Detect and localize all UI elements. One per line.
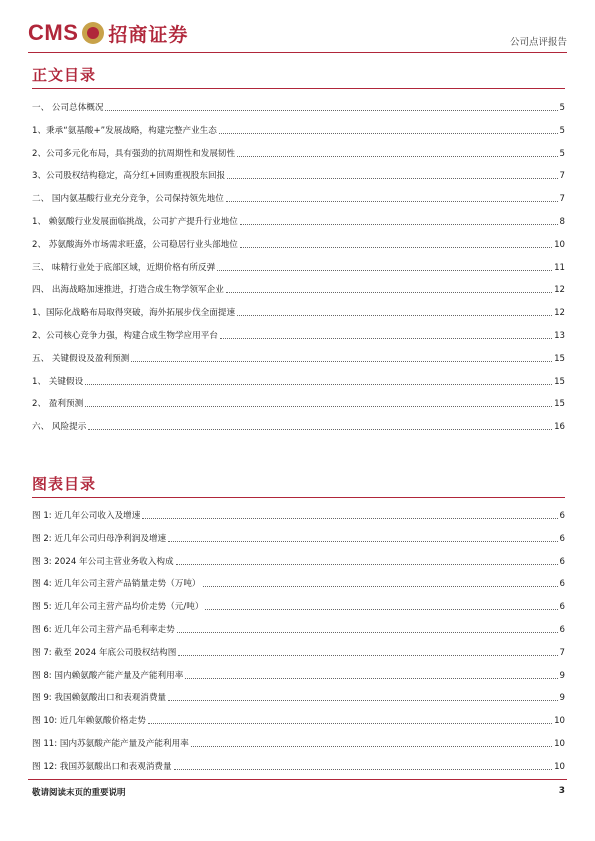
figure-entry-page: 9 bbox=[559, 693, 565, 704]
figure-entry[interactable] bbox=[32, 576, 565, 590]
toc-entry-page: 15 bbox=[554, 399, 565, 410]
figure-entry[interactable] bbox=[32, 690, 565, 704]
toc-entry-page: 15 bbox=[554, 376, 565, 387]
figure-entry-label: 图 3: 2024 年公司主营业务收入构成 bbox=[32, 556, 174, 567]
dot-leader bbox=[142, 517, 557, 519]
toc-entry[interactable] bbox=[32, 237, 565, 251]
toc-entry[interactable] bbox=[32, 419, 565, 433]
dot-leader bbox=[85, 383, 552, 385]
figure-entry[interactable] bbox=[32, 759, 565, 773]
toc-entry[interactable] bbox=[32, 374, 565, 388]
figure-entry-label: 图 10: 近几年赖氨酸价格走势 bbox=[32, 716, 146, 727]
toc-entry[interactable] bbox=[32, 396, 565, 410]
figure-entry[interactable] bbox=[32, 668, 565, 682]
dot-leader bbox=[105, 109, 557, 111]
figure-entry-page: 6 bbox=[559, 511, 565, 521]
toc-title-rule bbox=[32, 88, 565, 89]
toc-entry-page: 10 bbox=[554, 239, 565, 250]
toc-entry-page: 8 bbox=[559, 217, 565, 227]
logo-chinese-text: 招商证券 bbox=[108, 23, 189, 46]
toc-entry-page: 5 bbox=[559, 125, 565, 136]
figure-entry-page: 10 bbox=[554, 739, 565, 749]
toc-entry-page: 13 bbox=[554, 331, 565, 341]
figure-entry-page: 6 bbox=[559, 556, 565, 567]
figure-entry[interactable] bbox=[32, 736, 565, 750]
toc-entry-label: 1、国际化战略布局取得突破，海外拓展步伐全面提速 bbox=[32, 308, 236, 319]
toc-entry-label: 四、 出海战略加速推进，打造合成生物学领军企业 bbox=[32, 285, 224, 296]
dot-leader bbox=[203, 585, 558, 587]
figure-entry-page: 6 bbox=[559, 579, 565, 590]
toc-entry-page: 12 bbox=[554, 308, 565, 319]
page-number: 3 bbox=[558, 786, 565, 796]
figure-entry-page: 10 bbox=[554, 716, 565, 727]
toc-entry-label: 一、 公司总体概况 bbox=[32, 103, 104, 113]
figures-title: 图表目录 bbox=[32, 475, 97, 493]
dot-leader bbox=[168, 540, 557, 542]
header-divider bbox=[28, 52, 567, 53]
dot-leader bbox=[220, 337, 552, 339]
toc-entry-label: 1、秉承“氨基酸+”发展战略，构建完整产业生态 bbox=[32, 125, 217, 136]
toc-entry-page: 16 bbox=[554, 422, 565, 433]
toc-entry[interactable] bbox=[32, 214, 565, 228]
toc-entry[interactable] bbox=[32, 146, 565, 160]
toc-entry-page: 12 bbox=[554, 285, 565, 296]
logo-emblem-icon bbox=[82, 22, 104, 44]
dot-leader bbox=[240, 246, 552, 248]
toc-entry[interactable] bbox=[32, 328, 565, 342]
figure-entry-page: 6 bbox=[559, 533, 565, 544]
toc-entry-label: 2、 盈利预测 bbox=[32, 399, 84, 410]
figure-entry-label: 图 1: 近几年公司收入及增速 bbox=[32, 511, 141, 521]
dot-leader bbox=[148, 722, 552, 724]
dot-leader bbox=[174, 768, 552, 770]
dot-leader bbox=[226, 291, 552, 293]
figure-entry-label: 图 6: 近几年公司主营产品毛利率走势 bbox=[32, 625, 175, 635]
footer-divider bbox=[28, 779, 567, 780]
figure-entry-label: 图 5: 近几年公司主营产品均价走势（元/吨） bbox=[32, 602, 204, 613]
toc-entry-label: 3、公司股权结构稳定，高分红+回购重视股东回报 bbox=[32, 171, 226, 182]
toc-entry-label: 2、 苏氨酸海外市场需求旺盛，公司稳居行业头部地位 bbox=[32, 239, 238, 250]
figure-entry[interactable] bbox=[32, 508, 565, 522]
dot-leader bbox=[191, 745, 552, 747]
toc-entry[interactable] bbox=[32, 123, 565, 137]
dot-leader bbox=[227, 177, 557, 179]
toc-entry-label: 五、 关键假设及盈利预测 bbox=[32, 353, 130, 364]
dot-leader bbox=[177, 631, 558, 633]
toc-entry[interactable] bbox=[32, 351, 565, 365]
figure-entry-label: 图 7: 截至 2024 年底公司股权结构图 bbox=[32, 647, 177, 658]
toc-entry-label: 二、 国内氨基酸行业充分竞争，公司保持领先地位 bbox=[32, 194, 224, 205]
dot-leader bbox=[237, 155, 557, 157]
toc-entry[interactable] bbox=[32, 100, 565, 114]
figure-entry-label: 图 8: 国内赖氨酸产能产量及产能利用率 bbox=[32, 670, 184, 681]
page-header bbox=[28, 16, 567, 50]
dot-leader bbox=[240, 223, 558, 225]
figure-entry[interactable] bbox=[32, 554, 565, 568]
toc-entry-page: 15 bbox=[554, 353, 565, 364]
figure-entry[interactable] bbox=[32, 713, 565, 727]
dot-leader bbox=[219, 132, 558, 134]
toc-entry[interactable] bbox=[32, 260, 565, 274]
toc-entry[interactable] bbox=[32, 305, 565, 319]
figure-entry-page: 7 bbox=[559, 647, 565, 658]
report-type: 公司点评报告 bbox=[509, 37, 567, 48]
figure-entry-label: 图 9: 我国赖氨酸出口和表观消费量 bbox=[32, 693, 167, 704]
dot-leader bbox=[217, 269, 552, 271]
toc-entry-label: 2、公司核心竞争力强，构建合成生物学应用平台 bbox=[32, 331, 218, 341]
toc-entry-label: 三、 味精行业处于底部区域，近期价格有所反弹 bbox=[32, 262, 216, 273]
toc-entry-label: 六、 风险提示 bbox=[32, 422, 87, 433]
dot-leader bbox=[226, 200, 558, 202]
figure-entry-page: 6 bbox=[559, 625, 565, 635]
toc-entry-page: 7 bbox=[559, 194, 565, 205]
toc-entry[interactable] bbox=[32, 168, 565, 182]
figure-entry[interactable] bbox=[32, 531, 565, 545]
figure-entry-label: 图 4: 近几年公司主营产品销量走势（万吨） bbox=[32, 579, 201, 590]
dot-leader bbox=[168, 699, 557, 701]
toc-entry-label: 1、 赖氨酸行业发展面临挑战，公司扩产提升行业地位 bbox=[32, 217, 238, 227]
figure-entry[interactable] bbox=[32, 599, 565, 613]
toc-entry-page: 5 bbox=[559, 148, 565, 159]
figure-entry-page: 6 bbox=[559, 602, 565, 613]
logo-cms-text: CMS bbox=[28, 20, 79, 45]
figure-entry-page: 10 bbox=[554, 761, 565, 772]
figures-title-rule bbox=[32, 497, 565, 498]
toc-entry-label: 2、公司多元化布局，具有强劲的抗周期性和发展韧性 bbox=[32, 148, 236, 159]
figure-entry-label: 图 12: 我国苏氨酸出口和表观消费量 bbox=[32, 761, 172, 772]
toc-entry-page: 5 bbox=[559, 103, 565, 113]
dot-leader bbox=[178, 654, 557, 656]
dot-leader bbox=[205, 608, 557, 610]
toc-entry[interactable] bbox=[32, 282, 565, 296]
dot-leader bbox=[185, 677, 557, 679]
figure-entry-page: 9 bbox=[559, 670, 565, 681]
dot-leader bbox=[237, 314, 552, 316]
dot-leader bbox=[131, 360, 552, 362]
dot-leader bbox=[176, 563, 558, 565]
figure-entry-label: 图 2: 近几年公司归母净利润及增速 bbox=[32, 533, 167, 544]
dot-leader bbox=[85, 405, 552, 407]
dot-leader bbox=[88, 428, 552, 430]
toc-entry-page: 11 bbox=[554, 262, 565, 273]
figure-entry[interactable] bbox=[32, 645, 565, 659]
figure-entry-label: 图 11: 国内苏氨酸产能产量及产能利用率 bbox=[32, 739, 189, 749]
toc-entry-label: 1、 关键假设 bbox=[32, 376, 84, 387]
company-logo bbox=[28, 20, 188, 46]
footer-disclaimer: 敬请阅读末页的重要说明 bbox=[32, 788, 126, 798]
figure-entry[interactable] bbox=[32, 622, 565, 636]
toc-title: 正文目录 bbox=[32, 66, 97, 84]
toc-entry-page: 7 bbox=[559, 171, 565, 182]
toc-entry[interactable] bbox=[32, 191, 565, 205]
